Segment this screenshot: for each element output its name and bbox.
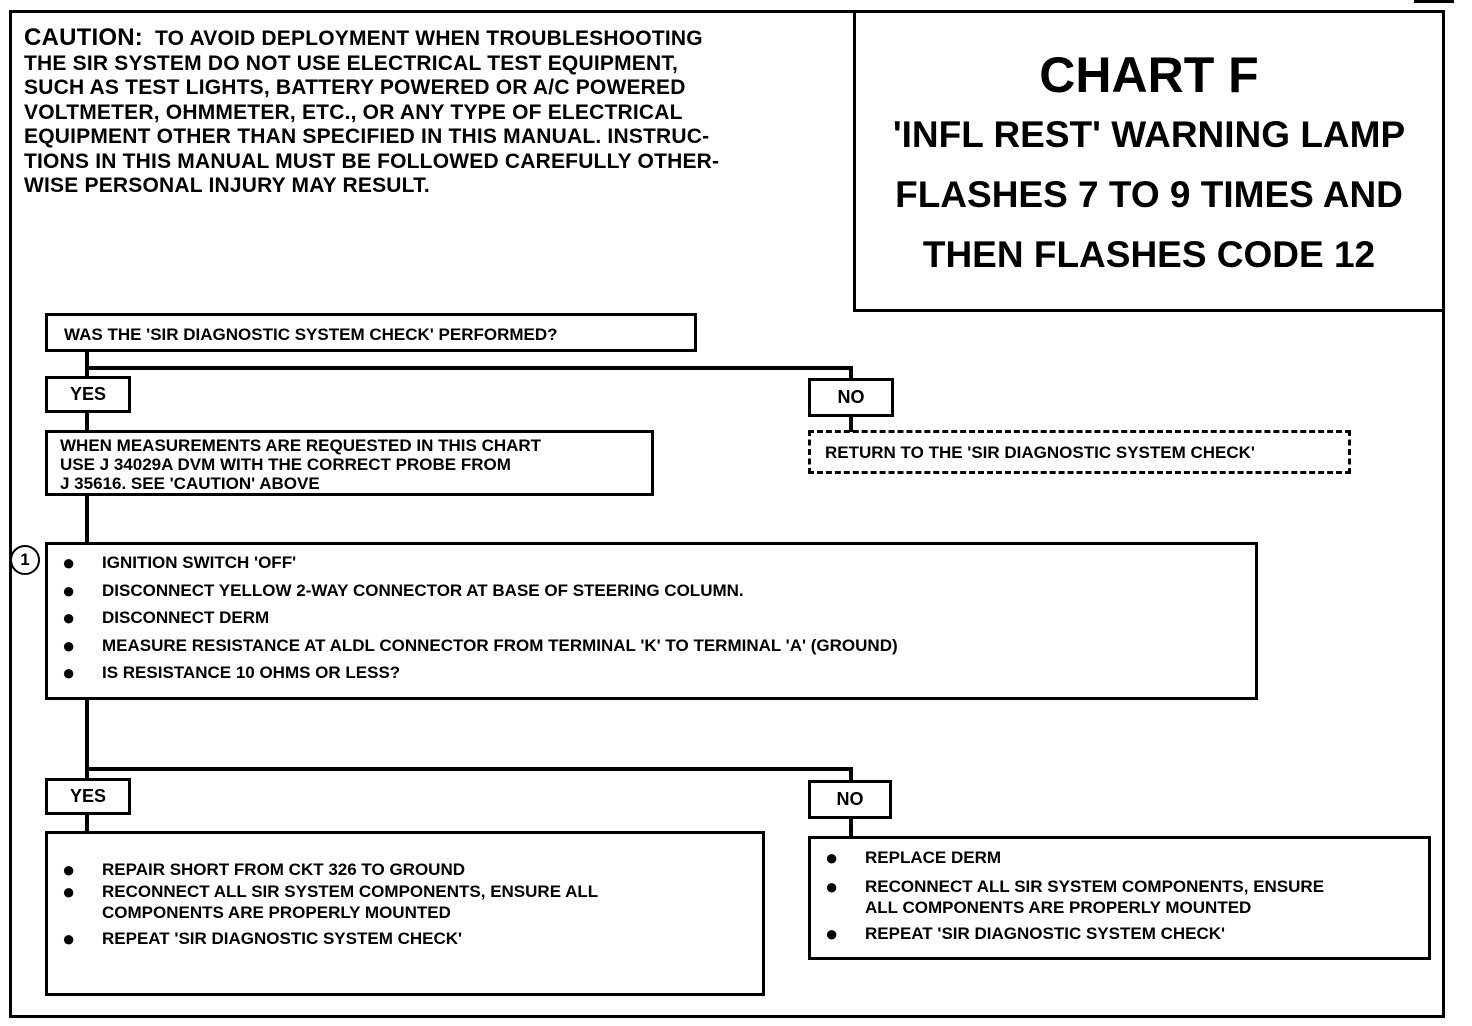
connector bbox=[849, 816, 853, 838]
list-item-text: ALL COMPONENTS ARE PROPERLY MOUNTED bbox=[865, 898, 1252, 917]
caution-text bbox=[24, 26, 844, 199]
caution-line: VOLTMETER, OHMMETER, ETC., OR ANY TYPE OF ELECTRICAL bbox=[24, 100, 683, 124]
yes-label-text: YES bbox=[69, 384, 107, 404]
list-item-text: DISCONNECT DERM bbox=[102, 608, 270, 627]
no-label-text: NO bbox=[836, 789, 864, 809]
connector bbox=[85, 767, 853, 771]
measurement-instructions-box bbox=[45, 430, 654, 496]
caution-line: SUCH AS TEST LIGHTS, BATTERY POWERED OR A/C POWERED bbox=[24, 76, 686, 99]
connector bbox=[85, 366, 853, 370]
caution-line: TIONS IN THIS MANUAL MUST BE FOLLOWED CAREFULLY OTHER- bbox=[24, 149, 720, 173]
bullet-icon: ● bbox=[62, 926, 76, 951]
chart-subtitle-line: FLASHES 7 TO 9 TIMES AND bbox=[895, 174, 1403, 215]
step-number-badge bbox=[10, 545, 40, 575]
return-text: RETURN TO THE 'SIR DIAGNOSTIC SYSTEM CHECK' bbox=[825, 443, 1255, 462]
caution-line: THE SIR SYSTEM DO NOT USE ELECTRICAL TEST EQUIPMENT, bbox=[24, 51, 679, 75]
caution-line: EQUIPMENT OTHER THAN SPECIFIED IN THIS MANUAL. INSTRUC- bbox=[24, 125, 710, 148]
bullet-icon: ● bbox=[825, 874, 839, 899]
chart-subtitle-line: 'INFL REST' WARNING LAMP bbox=[892, 114, 1406, 155]
no-label bbox=[808, 378, 894, 417]
corner-mark bbox=[1414, 0, 1454, 3]
chart-subtitle-line: THEN FLASHES CODE 12 bbox=[922, 234, 1376, 275]
list-item-text: RECONNECT ALL SIR SYSTEM COMPONENTS, ENSURE bbox=[865, 877, 1325, 896]
no-label-text: NO bbox=[837, 387, 865, 407]
list-item-text: REPEAT 'SIR DIAGNOSTIC SYSTEM CHECK' bbox=[102, 929, 463, 948]
bullet-icon: ● bbox=[825, 845, 839, 870]
yes-label-text: YES bbox=[69, 786, 107, 806]
list-item-text: IS RESISTANCE 10 OHMS OR LESS? bbox=[102, 663, 401, 682]
yes-label bbox=[45, 778, 131, 815]
bullet-icon: ● bbox=[825, 921, 839, 946]
bullet-icon: ● bbox=[62, 578, 76, 603]
step-number: 1 bbox=[20, 550, 30, 569]
list-item-text: MEASURE RESISTANCE AT ALDL CONNECTOR FROM TERMINAL 'K' TO TERMINAL 'A' (GROUND) bbox=[102, 636, 898, 655]
list-item-text: REPEAT 'SIR DIAGNOSTIC SYSTEM CHECK' bbox=[865, 924, 1226, 943]
connector bbox=[85, 410, 89, 432]
connector bbox=[849, 767, 853, 781]
caution-line: TO AVOID DEPLOYMENT WHEN TROUBLESHOOTING bbox=[155, 27, 703, 50]
instruction-line: WHEN MEASUREMENTS ARE REQUESTED IN THIS CHART bbox=[60, 436, 542, 455]
list-item-text: IGNITION SWITCH 'OFF' bbox=[102, 553, 297, 572]
no-label bbox=[808, 780, 892, 819]
list-item-text: RECONNECT ALL SIR SYSTEM COMPONENTS, ENSURE ALL bbox=[102, 882, 599, 901]
bullet-icon: ● bbox=[62, 550, 76, 575]
list-item-text: REPAIR SHORT FROM CKT 326 TO GROUND bbox=[102, 860, 466, 879]
bullet-icon: ● bbox=[62, 633, 76, 658]
chart-title-box bbox=[853, 10, 1445, 312]
list-item-text: COMPONENTS ARE PROPERLY MOUNTED bbox=[102, 903, 451, 922]
bullet-icon: ● bbox=[62, 857, 76, 882]
question-text: WAS THE 'SIR DIAGNOSTIC SYSTEM CHECK' PERFORMED? bbox=[64, 325, 558, 344]
instruction-line: USE J 34029A DVM WITH THE CORRECT PROBE FROM bbox=[60, 455, 511, 474]
list-item-text: REPLACE DERM bbox=[865, 848, 1002, 867]
chart-title: CHART F bbox=[1039, 47, 1259, 103]
instruction-line: J 35616. SEE 'CAUTION' ABOVE bbox=[60, 474, 320, 493]
connector bbox=[85, 493, 89, 545]
bullet-icon: ● bbox=[62, 879, 76, 904]
bullet-icon: ● bbox=[62, 605, 76, 630]
caution-line: WISE PERSONAL INJURY MAY RESULT. bbox=[24, 174, 430, 197]
return-to-check-box bbox=[808, 430, 1351, 474]
connector bbox=[85, 350, 89, 378]
list-item-text: DISCONNECT YELLOW 2-WAY CONNECTOR AT BASE OF STEERING COLUMN. bbox=[102, 581, 744, 600]
yes-label bbox=[45, 376, 131, 413]
question-box bbox=[45, 313, 697, 352]
bullet-icon: ● bbox=[62, 660, 76, 685]
caution-lead: CAUTION: bbox=[24, 24, 143, 51]
